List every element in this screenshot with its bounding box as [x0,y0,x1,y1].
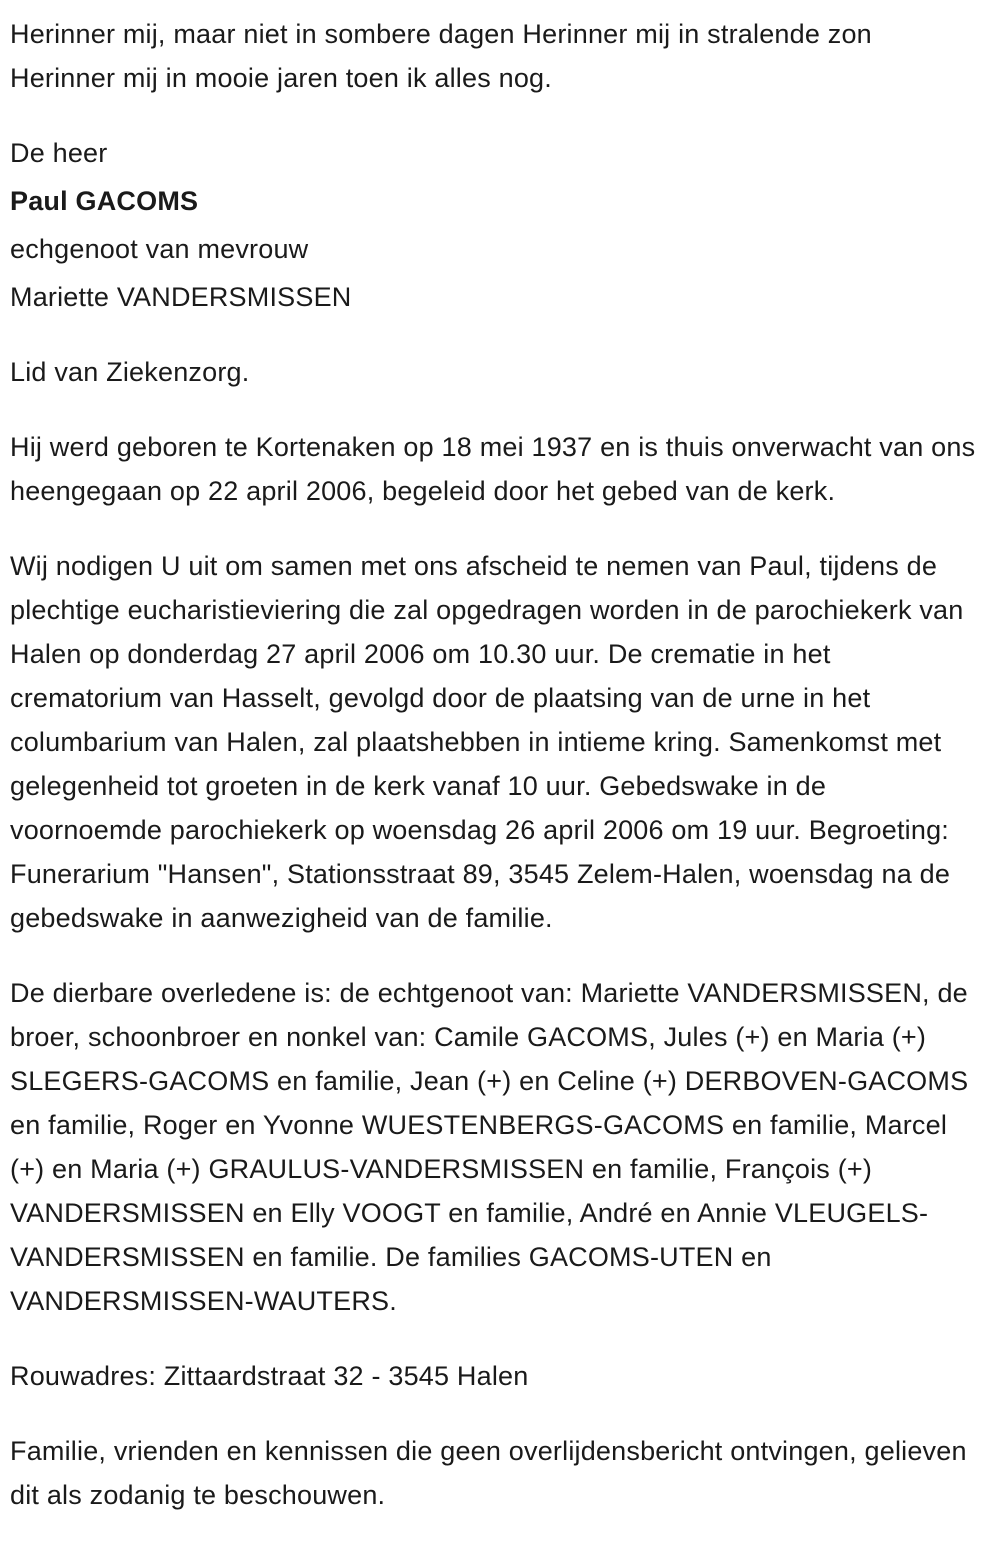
spouse-name: Mariette VANDERSMISSEN [10,282,352,312]
membership-line: Lid van Ziekenzorg. [10,357,250,387]
obituary-document [10,12,982,1517]
family-paragraph: De dierbare overledene is: de echtgenoot van: Mariette VANDERSMISSEN, de broer, schoonbroer en nonkel van: Camile GACOMS, Jules (+) en Maria (+) SLEGERS-GACOMS en familie, Jean (+) en Celine (+) DERBOVEN-GACOMS en familie, Roger en Yvonne WUESTENBERGS-GACOMS en familie, Marcel (+) en Maria (+) GRAULUS-VANDERSMISSEN en familie, François (+) VANDERSMISSEN en Elly VOOGT en familie, André en Annie VLEUGELS-VANDERSMISSEN en familie. De families GACOMS-UTEN en VANDERSMISSEN-WAUTERS. [10,978,969,1316]
deceased-name: Paul GACOMS [10,186,199,216]
spouse-intro: echgenoot van mevrouw [10,234,309,264]
closing-paragraph: Familie, vrienden en kennissen die geen overlijdensbericht ontvingen, gelieven dit als zodanig te beschouwen. [10,1436,967,1510]
salutation: De heer [10,138,108,168]
ceremony-paragraph: Wij nodigen U uit om samen met ons afscheid te nemen van Paul, tijdens de plechtige eucharistieviering die zal opgedragen worden in de parochiekerk van Halen op donderdag 27 april 2006 om 10.30 uur. De crematie in het crematorium van Hasselt, gevolgd door de plaatsing van de urne in het columbarium van Halen, zal plaatshebben in intieme kring. Samenkomst met gelegenheid tot groeten in de kerk vanaf 10 uur. Gebedswake in de voornoemde parochiekerk op woensdag 26 april 2006 om 19 uur. Begroeting: Funerarium "Hansen", Stationsstraat 89, 3545 Zelem-Halen, woensdag na de gebedswake in aanwezigheid van de familie. [10,551,964,933]
mourning-address: Rouwadres: Zittaardstraat 32 - 3545 Halen [10,1361,529,1391]
birth-death-paragraph: Hij werd geboren te Kortenaken op 18 mei 1937 en is thuis onverwacht van ons heengegaan op 22 april 2006, begeleid door het gebed van de kerk. [10,432,976,506]
memorial-poem: Herinner mij, maar niet in sombere dagen Herinner mij in stralende zon Herinner mij in mooie jaren toen ik alles nog. [10,19,872,93]
